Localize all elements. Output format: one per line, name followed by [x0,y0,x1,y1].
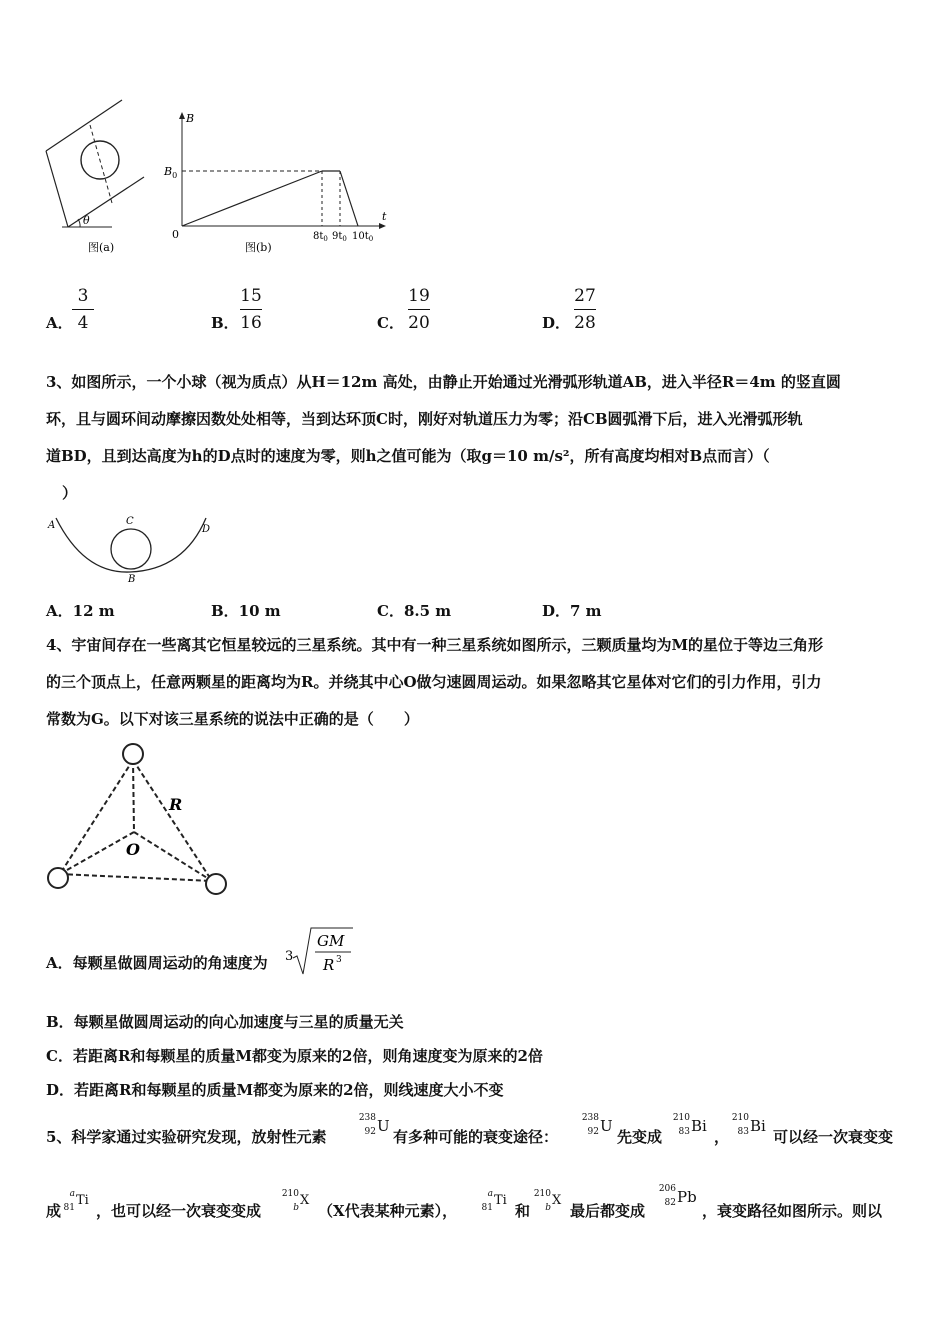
q4-three-star-figure [40,740,240,900]
point-a-label: A [48,520,56,531]
isotope-x210-b: 210 b X [533,1189,562,1213]
figure-b-graph [160,108,395,253]
q3-option-a: A．12 m [46,602,115,620]
q2-option-b-letter: B． [211,314,239,332]
y-axis-label: B [186,112,195,125]
isotope-pb206: 206 82 Pb [658,1184,697,1208]
q5-text-4: ， [714,1128,730,1146]
q2-option-a-letter: A． [46,314,73,332]
q5-text-9: 和 [515,1202,531,1220]
isotope-ti-b: a 81 Ti [481,1189,507,1213]
q3-stem-line-2: 环，且与圆环间动摩擦因数处处相等，当到达环顶C时，刚好对轨道压力为零；沿CB圆弧滑下后，进入光滑弧形轨 [46,410,803,428]
tick-10t0: $10t_0$ [352,231,374,243]
q5-text-6: 成 [46,1202,62,1220]
q2-option-b-fraction: 15 16 [240,286,262,333]
q2-option-d-fraction: 27 28 [574,286,596,333]
q5-text-7: ，也可以经一次衰变变成 [96,1202,262,1220]
theta-label: θ [83,214,90,227]
q4-option-d: D．若距离R和每颗星的质量M都变为原来的2倍，则线速度大小不变 [46,1081,504,1099]
isotope-x210: 210 b X [281,1189,310,1213]
q5-text-2: 有多种可能的衰变途径： [393,1128,559,1146]
q4-option-c: C．若距离R和每颗星的质量M都变为原来的2倍，则角速度变为原来的2倍 [46,1047,543,1065]
q2-option-a-fraction: 3 4 [68,286,98,333]
tick-9t0: $9t_0$ [332,231,347,243]
q2-option-c-fraction: 19 20 [408,286,430,333]
q5-text-5: 可以经一次衰变变 [773,1128,894,1146]
figure-a-label: 图(a) [88,241,115,254]
q5-text-10: 最后都变成 [570,1202,646,1220]
isotope-ti: a 81 Ti [63,1189,89,1213]
q3-stem-line-1: 3、如图所示，一个小球（视为质点）从H＝12m 高处，由静止开始通过光滑弧形轨道AB，进入半径R＝4m 的竖直圆 [46,373,841,391]
formula-numerator: GM [317,932,345,950]
q2-option-c-letter: C． [377,314,404,332]
tick-8t0: $8t_0$ [313,231,328,243]
q4-stem-line-3: 常数为G。以下对该三星系统的说法中正确的是（ ） [46,710,419,728]
isotope-u238: 238 92 U [358,1113,390,1137]
q4-stem-line-1: 4、宇宙间存在一些离其它恒星较远的三星系统。其中有一种三星系统如图所示，三颗质量均为M的星位于等边三角形 [46,636,824,654]
b0-label: $B_0$ [164,165,178,180]
isotope-bi210: 210 83 Bi [672,1113,707,1137]
q5-text-8: （X代表某种元素）， [318,1202,458,1220]
q3-option-b: B．10 m [211,602,281,620]
q5-text-1: 5、科学家通过实验研究发现，放射性元素 [46,1128,327,1146]
q5-text-3: 先变成 [617,1128,663,1146]
q3-track-figure [44,512,224,588]
distance-r-label: R [169,795,183,814]
x-axis-label: t [382,210,387,223]
q2-option-d-letter: D． [542,314,571,332]
q3-option-c: C．8.5 m [377,602,452,620]
q3-stem-line-3: 道BD，且到达高度为h的D点时的速度为零，则h之值可能为（取g＝10 m/s²，所有高度均相对B点而言）（ [46,447,770,465]
q4-option-a-text: A．每颗星做圆周运动的角速度为 [46,954,268,972]
q3-option-d: D．7 m [542,602,602,620]
center-o-label: O [126,840,140,859]
isotope-u238-b: 238 92 U [581,1113,613,1137]
q5-text-11: ，衰变路径如图所示。则以 [702,1202,883,1220]
figure-a-inclined-plane [40,95,160,255]
point-c-label: C [126,516,134,527]
formula-denominator-exponent: 3 [336,955,342,965]
q4-stem-line-2: 的三个顶点上，任意两颗星的距离均为R。并绕其中心O做匀速圆周运动。如果忽略其它星体对它们的引力作用，引力 [46,673,822,691]
origin-label: 0 [172,228,179,241]
q3-stem-line-4: ） [62,484,78,502]
point-d-label: D [202,524,211,535]
formula-denominator: R [323,956,335,974]
q4-option-a-formula [283,924,363,980]
point-b-label: B [128,574,136,585]
q4-option-b: B．每颗星做圆周运动的向心加速度与三星的质量无关 [46,1013,404,1031]
isotope-bi210-b: 210 83 Bi [731,1113,766,1137]
figure-b-label: 图(b) [245,241,272,253]
root-index: 3 [285,949,294,964]
